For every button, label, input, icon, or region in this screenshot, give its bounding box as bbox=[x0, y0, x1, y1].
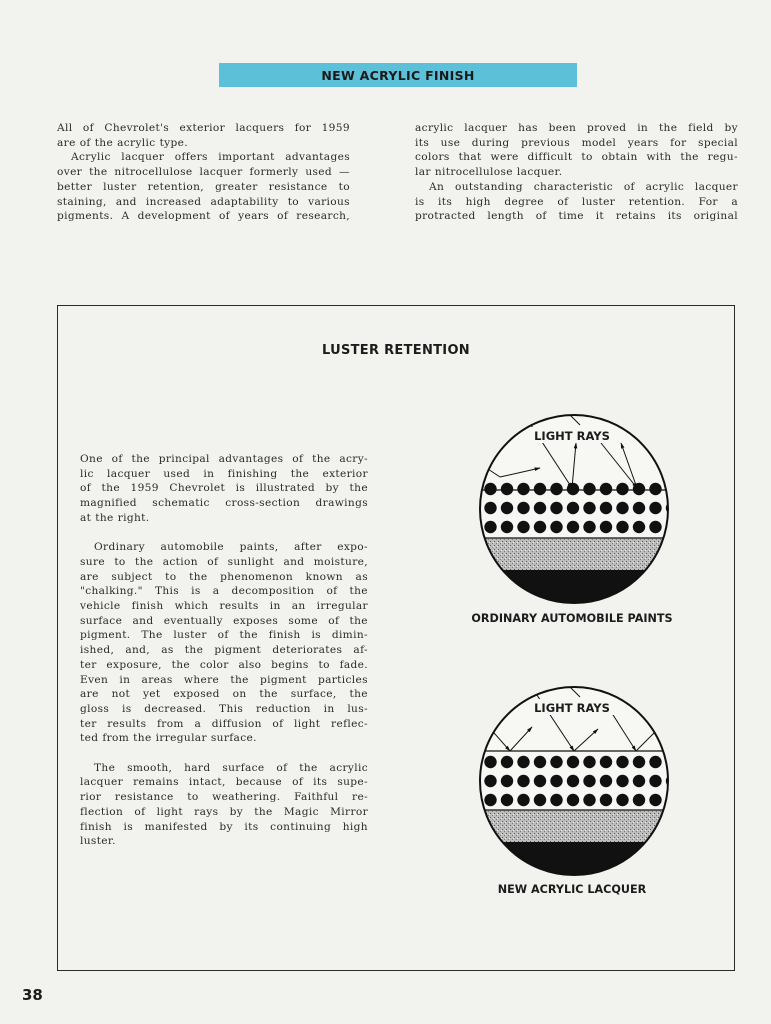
pigment-particle bbox=[649, 502, 661, 514]
pigment-particle bbox=[567, 521, 579, 533]
metal-substrate bbox=[470, 842, 680, 887]
pigment-particle bbox=[583, 775, 595, 787]
text-line: are of the acrylic type. bbox=[57, 136, 188, 149]
pigment-particle bbox=[583, 483, 595, 495]
text-line: lic lacquer used in finishing the exterior bbox=[80, 467, 368, 480]
pigment-particle bbox=[567, 756, 579, 768]
pigment-particle bbox=[649, 483, 661, 495]
pigment-particle bbox=[517, 521, 529, 533]
pigment-particle bbox=[633, 521, 645, 533]
pigment-particle bbox=[501, 794, 513, 806]
text-line: All of Chevrolet's exterior lacquers for 1959 bbox=[57, 122, 350, 134]
diagram-acrylic-lacquer bbox=[470, 677, 680, 887]
text-line: luster. bbox=[80, 835, 116, 848]
text-line: pigments. A development of years of research, bbox=[57, 210, 350, 223]
pigment-particle bbox=[550, 775, 562, 787]
text-line: ished, and, as the pigment deteriorates af- bbox=[80, 644, 368, 657]
text-line: surface and eventually exposes some of the bbox=[80, 614, 368, 627]
text-line: ted from the irregular surface. bbox=[80, 732, 257, 745]
light-rays-label: LIGHT RAYS bbox=[534, 701, 610, 715]
pigment-particle bbox=[470, 794, 480, 806]
text-line: The smooth, hard surface of the acrylic bbox=[94, 761, 368, 774]
pigment-particle bbox=[484, 775, 496, 787]
pigment-particle bbox=[470, 521, 480, 533]
section-title-bar bbox=[219, 63, 577, 87]
pigment-particle bbox=[517, 794, 529, 806]
pigment-particle bbox=[534, 483, 546, 495]
text-line: sure to the action of sunlight and moisture, bbox=[80, 555, 368, 568]
metal-substrate bbox=[470, 570, 680, 615]
pigment-particle bbox=[470, 502, 480, 514]
pigment-particle bbox=[616, 502, 628, 514]
pigment-particle bbox=[550, 756, 562, 768]
pigment-particle bbox=[567, 502, 579, 514]
pigment-particle bbox=[484, 756, 496, 768]
pigment-particle bbox=[501, 502, 513, 514]
diagram-ordinary-paint bbox=[470, 405, 680, 615]
pigment-particle bbox=[484, 483, 496, 495]
text-line: vehicle finish which results in an irregular bbox=[80, 600, 368, 613]
text-line: "chalking." This is a decomposition of the bbox=[80, 585, 368, 598]
text-line: protracted length of time it retains its original bbox=[415, 210, 738, 223]
pigment-particle bbox=[600, 521, 612, 533]
text-line: is its high degree of luster retention. For a bbox=[415, 195, 738, 208]
text-line: pigment. The luster of the finish is dimin- bbox=[80, 629, 368, 642]
pigment-particle bbox=[567, 483, 579, 495]
text-line bbox=[80, 746, 368, 761]
text-line: colors that were difficult to obtain with the regu- bbox=[415, 151, 738, 164]
text-line: finish is manifested by its continuing high bbox=[80, 820, 368, 833]
text-line bbox=[80, 526, 368, 541]
pigment-particle bbox=[633, 502, 645, 514]
pigment-particle bbox=[649, 794, 661, 806]
pigment-particle bbox=[583, 756, 595, 768]
pigment-particle bbox=[600, 483, 612, 495]
pigment-particle bbox=[616, 794, 628, 806]
pigment-particle bbox=[534, 775, 546, 787]
intro-column-left bbox=[57, 121, 350, 224]
pigment-particle bbox=[633, 794, 645, 806]
text-line: Acrylic lacquer offers important advantages bbox=[71, 151, 350, 164]
pigment-particle bbox=[484, 521, 496, 533]
pigment-particle bbox=[600, 775, 612, 787]
section-title: NEW ACRYLIC FINISH bbox=[321, 67, 475, 83]
pigment-particle bbox=[484, 502, 496, 514]
pigment-particle bbox=[616, 521, 628, 533]
pigment-particle bbox=[517, 483, 529, 495]
pigment-particle bbox=[633, 775, 645, 787]
pigment-particle bbox=[567, 794, 579, 806]
pigment-particle bbox=[517, 756, 529, 768]
pigment-particle bbox=[649, 521, 661, 533]
text-line: lar nitrocellulose lacquer. bbox=[415, 166, 563, 179]
text-line: An outstanding characteristic of acrylic lacquer bbox=[429, 180, 738, 193]
pigment-particle bbox=[600, 794, 612, 806]
text-line: ter results from a diffusion of light reflec- bbox=[80, 717, 368, 730]
text-line: its use during previous model years for special bbox=[415, 136, 738, 149]
pigment-particle bbox=[470, 756, 480, 768]
pigment-particle bbox=[501, 775, 513, 787]
text-line: magnified schematic cross-section drawings bbox=[80, 497, 368, 510]
pigment-particle bbox=[649, 756, 661, 768]
page-number: 38 bbox=[22, 986, 43, 1004]
pigment-particle bbox=[534, 756, 546, 768]
text-line: rior resistance to weathering. Faithful re- bbox=[80, 791, 368, 804]
panel-title: LUSTER RETENTION bbox=[322, 343, 470, 358]
pigment-particle bbox=[470, 483, 480, 495]
panel-body-text bbox=[80, 452, 368, 849]
text-line: ter exposure, the color also begins to fade. bbox=[80, 658, 368, 671]
text-line: over the nitrocellulose lacquer formerly used — bbox=[57, 166, 350, 179]
pigment-particle bbox=[501, 483, 513, 495]
pigment-particle bbox=[534, 521, 546, 533]
pigment-particle bbox=[550, 521, 562, 533]
pigment-particle bbox=[470, 775, 480, 787]
text-line: are not yet exposed on the surface, the bbox=[80, 688, 368, 701]
diagram-caption-ordinary: ORDINARY AUTOMOBILE PAINTS bbox=[471, 612, 673, 625]
pigment-particle bbox=[616, 756, 628, 768]
pigment-particle bbox=[583, 521, 595, 533]
pigment-particle bbox=[649, 775, 661, 787]
pigment-particle bbox=[583, 502, 595, 514]
pigment-particle bbox=[501, 521, 513, 533]
text-line: Even in areas where the pigment particles bbox=[80, 673, 368, 686]
pigment-particle bbox=[616, 775, 628, 787]
text-line: flection of light rays by the Magic Mirror bbox=[80, 805, 368, 818]
text-line: lacquer remains intact, because of its supe- bbox=[80, 776, 368, 789]
pigment-particle bbox=[583, 794, 595, 806]
pigment-particle bbox=[633, 756, 645, 768]
pigment-particle bbox=[517, 775, 529, 787]
text-line: staining, and increased adaptability to various bbox=[57, 195, 350, 208]
pigment-particle bbox=[600, 502, 612, 514]
light-rays-label: LIGHT RAYS bbox=[534, 429, 610, 443]
pigment-particle bbox=[600, 756, 612, 768]
text-line: better luster retention, greater resistance to bbox=[57, 180, 350, 193]
pigment-particle bbox=[550, 794, 562, 806]
pigment-particle bbox=[501, 756, 513, 768]
text-line: at the right. bbox=[80, 511, 150, 524]
text-line: of the 1959 Chevrolet is illustrated by the bbox=[80, 482, 368, 495]
text-line: Ordinary automobile paints, after expo- bbox=[94, 541, 368, 554]
pigment-particle bbox=[484, 794, 496, 806]
pigment-particle bbox=[550, 483, 562, 495]
intro-column-right bbox=[415, 121, 738, 224]
pigment-particle bbox=[517, 502, 529, 514]
pigment-particle bbox=[550, 502, 562, 514]
pigment-particle bbox=[534, 794, 546, 806]
pigment-particle bbox=[534, 502, 546, 514]
pigment-particle bbox=[567, 775, 579, 787]
pigment-particle bbox=[616, 483, 628, 495]
text-line: are subject to the phenomenon known as bbox=[80, 570, 368, 583]
diagram-caption-acrylic: NEW ACRYLIC LACQUER bbox=[497, 883, 647, 896]
text-line: One of the principal advantages of the acry- bbox=[80, 453, 368, 465]
text-line: acrylic lacquer has been proved in the field by bbox=[415, 122, 738, 134]
text-line: gloss is decreased. This reduction in lus- bbox=[80, 702, 368, 715]
